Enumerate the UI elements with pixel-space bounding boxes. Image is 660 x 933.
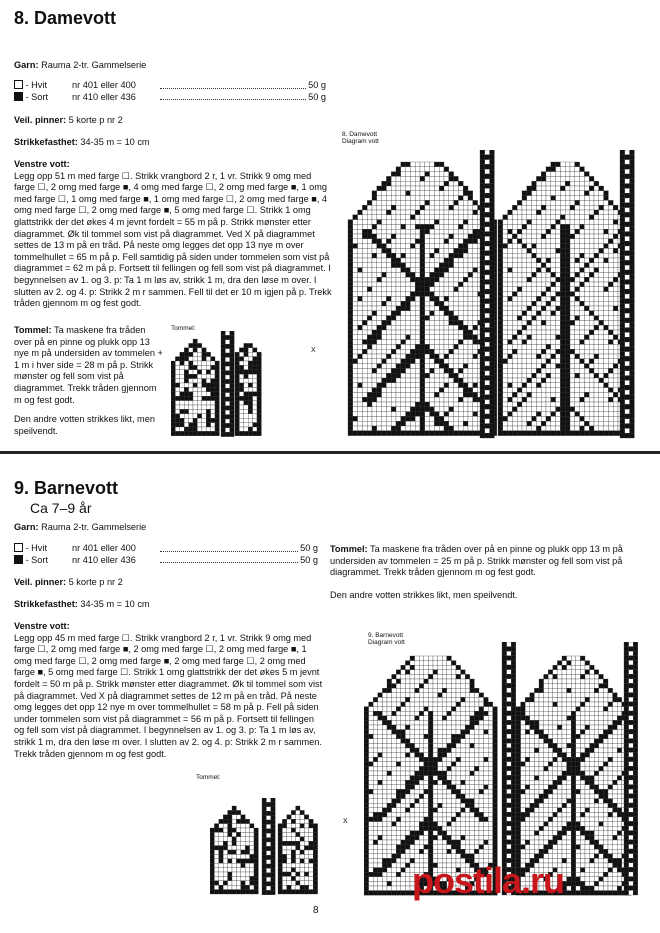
tommel-9: Tommel: Ta maskene fra tråden over på en pinne og plukk opp 13 m på undersiden av tommelen = 25 m på p. Strikk mønster og fell som vist på diagrammet. Trekk tråden gjennom m og fest godt. — [330, 544, 623, 578]
section-9-title: 9. Barnevott — [14, 478, 119, 498]
tommel-8-caption: Tommel: — [171, 325, 196, 332]
yarn-amount: 50 g — [308, 91, 326, 102]
andre-vott-9: Den andre votten strikkes likt, men speilvendt. — [330, 590, 518, 600]
thumb-9-diagram — [210, 798, 318, 896]
diagram-8-caption: 8. Damevott Diagram vott — [342, 131, 379, 145]
garn-9: Garn: Rauma 2-tr. Gammelserie — [14, 522, 147, 532]
venstre-vott-9: Venstre vott: Legg opp 45 m med farge ☐. Strikk vrangbord 2 r, 1 vr. Strikk 9 omg med farge ☐, 2 omg med farge ■, 2 omg med farge ☐, 2 omg med farge ■, 1 omg med farge ☐, 2 omg med farge ■, 2 omg med farge ☐, 2 omg med farge ■, 5 omg med farge ☐. Strikk 1 omg glattstrikk der det økes 5 m jevnt fordelt = 50 m på p. Strikk mønster etter diagrammet. Øk til tommel som vist på diagrammet. Ved X på diagrammet settes de 12 m på en tråd. På neste omg legges det opp 12 nye m over tommelhullet = 58 m på p. Fell på siden under tommelen som vist på diagrammet = 56 m på p. Fortsett til fellingen og fell som vist på diagrammet. I begynnelsen av 1. og 3. p: Ta 1 m løs av, strikk 1 m, dra den løse m over. I slutten av 2. og 4. p: Strikk 2 m r sammen. Trekk tråden gjennom m og fest godt. — [14, 621, 323, 759]
white-square-icon — [14, 543, 23, 552]
fasthet-9: Strikkefasthet: 34-35 m = 10 cm — [14, 599, 150, 609]
tommel-9-caption: Tommel: — [196, 774, 221, 781]
pinner-8: Veil. pinner: 5 korte p nr 2 — [14, 115, 123, 125]
yarn-row-black: - Sort nr 410 eller 436 50 g — [14, 555, 318, 567]
yarn-row-white: - Hvit nr 401 eller 400 50 g — [14, 543, 318, 555]
thumb-8-diagram — [171, 331, 263, 439]
x-mark-8: X — [311, 347, 316, 354]
section-divider — [0, 451, 660, 454]
section-8-title: 8. Damevott — [14, 8, 117, 28]
section-9-subtitle: Ca 7–9 år — [30, 500, 92, 516]
venstre-text: Legg opp 51 m med farge ☐. Strikk vrangbord 2 r, 1 vr. Strikk 9 omg med farge ☐, 2 omg med farge ■, 4 omg med farge ☐, 2 omg med farge ■, 1 omg med farge ☐, 1 omg med farge ■, 1 omg med farge ☐, 2 omg med farge ■, 4 omg med farge ☐, 2 omg med farge ■, 5 omg med farge ☐. Strikk 1 omg glattstrikk der det økes 4 m jevnt fordelt = 55 m på p. Strikk mønster etter diagrammet. Øk til tommel som vist på diagrammet. Ved X på diagrammet settes de 13 m på en tråd. På neste omg legges det opp 13 nye m over tommelhullet = 65 m på p. Fell samtidig på siden under tommelen som vist på diagrammet = 62 m på p. Fortsett til fellingen og fell som vist på diagrammet. I begynnelsen av 1. og 3. p: Ta 1 m løs av, strikk 1 m, dra den løse m over. I slutten av 2. og 4. p: Strikk 2 m r sammen. Fell til det er 10 m igjen på p. Trekk tråden gjennom m og fest godt. — [14, 170, 332, 309]
mitten-9-diagram — [364, 642, 638, 896]
garn-8 — [14, 60, 146, 72]
garn-label: Garn: — [14, 60, 39, 70]
yarn-amount: 50 g — [308, 80, 326, 90]
yarn-row-black: - Sort nr 410 eller 436 50 g — [14, 92, 326, 104]
diagram-9-caption: 9. Barnevott Diagram vott — [368, 632, 405, 646]
black-square-icon — [14, 92, 23, 101]
watermark-logo: postila.ru — [412, 860, 565, 901]
yarn-nr: nr 410 eller 436 — [72, 91, 136, 102]
andre-vott-8: Den andre votten strikkes likt, men speilvendt. — [14, 414, 155, 436]
white-square-icon — [14, 80, 23, 89]
yarn-row-white: - Hvit nr 401 eller 400 50 g — [14, 80, 326, 92]
pinner-9: Veil. pinner: 5 korte p nr 2 — [14, 577, 123, 587]
fasthet-8: Strikkefasthet: 34-35 m = 10 cm — [14, 137, 150, 147]
mitten-8-diagram — [340, 150, 638, 440]
yarn-list-8 — [14, 80, 326, 103]
garn-value: Rauma 2-tr. Gammelserie — [41, 60, 147, 70]
yarn-list-9 — [14, 543, 318, 566]
tommel-8: Tommel: Ta maskene fra tråden over på en pinne og plukk opp 13 nye m på undersiden av tommelen + 1 m i hver side = 28 m på p. Strikk mønster og fell som vist på diagrammet. Trekk tråden gjennom m og fest godt. — [14, 325, 163, 405]
yarn-nr: nr 401 eller 400 — [72, 80, 136, 90]
black-square-icon — [14, 555, 23, 564]
x-mark-9: X — [343, 818, 348, 825]
page-number: 8 — [313, 905, 319, 916]
venstre-vott-8: Venstre vott: Legg opp 51 m med farge ☐. Strikk vrangbord 2 r, 1 vr. Strikk 9 omg med farge ☐, 2 omg med farge ■, 4 omg med farge ☐, 2 omg med farge ■, 1 omg med farge ☐, 1 omg med farge ■, 1 omg med farge ☐, 2 omg med farge ■, 4 omg med farge ☐, 2 omg med farge ■, 5 omg med farge ☐. Strikk 1 omg glattstrikk der det økes 4 m jevnt fordelt = 55 m på p. Strikk mønster etter diagrammet. Øk til tommel som vist på diagrammet. Ved X på diagrammet settes de 13 m på en tråd. På neste omg legges det opp 13 nye m over tommelhullet = 65 m på p. Fell samtidig på siden under tommelen som vist på diagrammet = 62 m på p. Fortsett til fellingen og fell som vist på diagrammet. I begynnelsen av 1. og 3. p: Ta 1 m løs av, strikk 1 m, dra den løse m over. I slutten av 2. og 4. p: Strikk 2 m r sammen. Fell til det er 10 m igjen på p. Trekk tråden gjennom m og fest godt. — [14, 159, 332, 309]
